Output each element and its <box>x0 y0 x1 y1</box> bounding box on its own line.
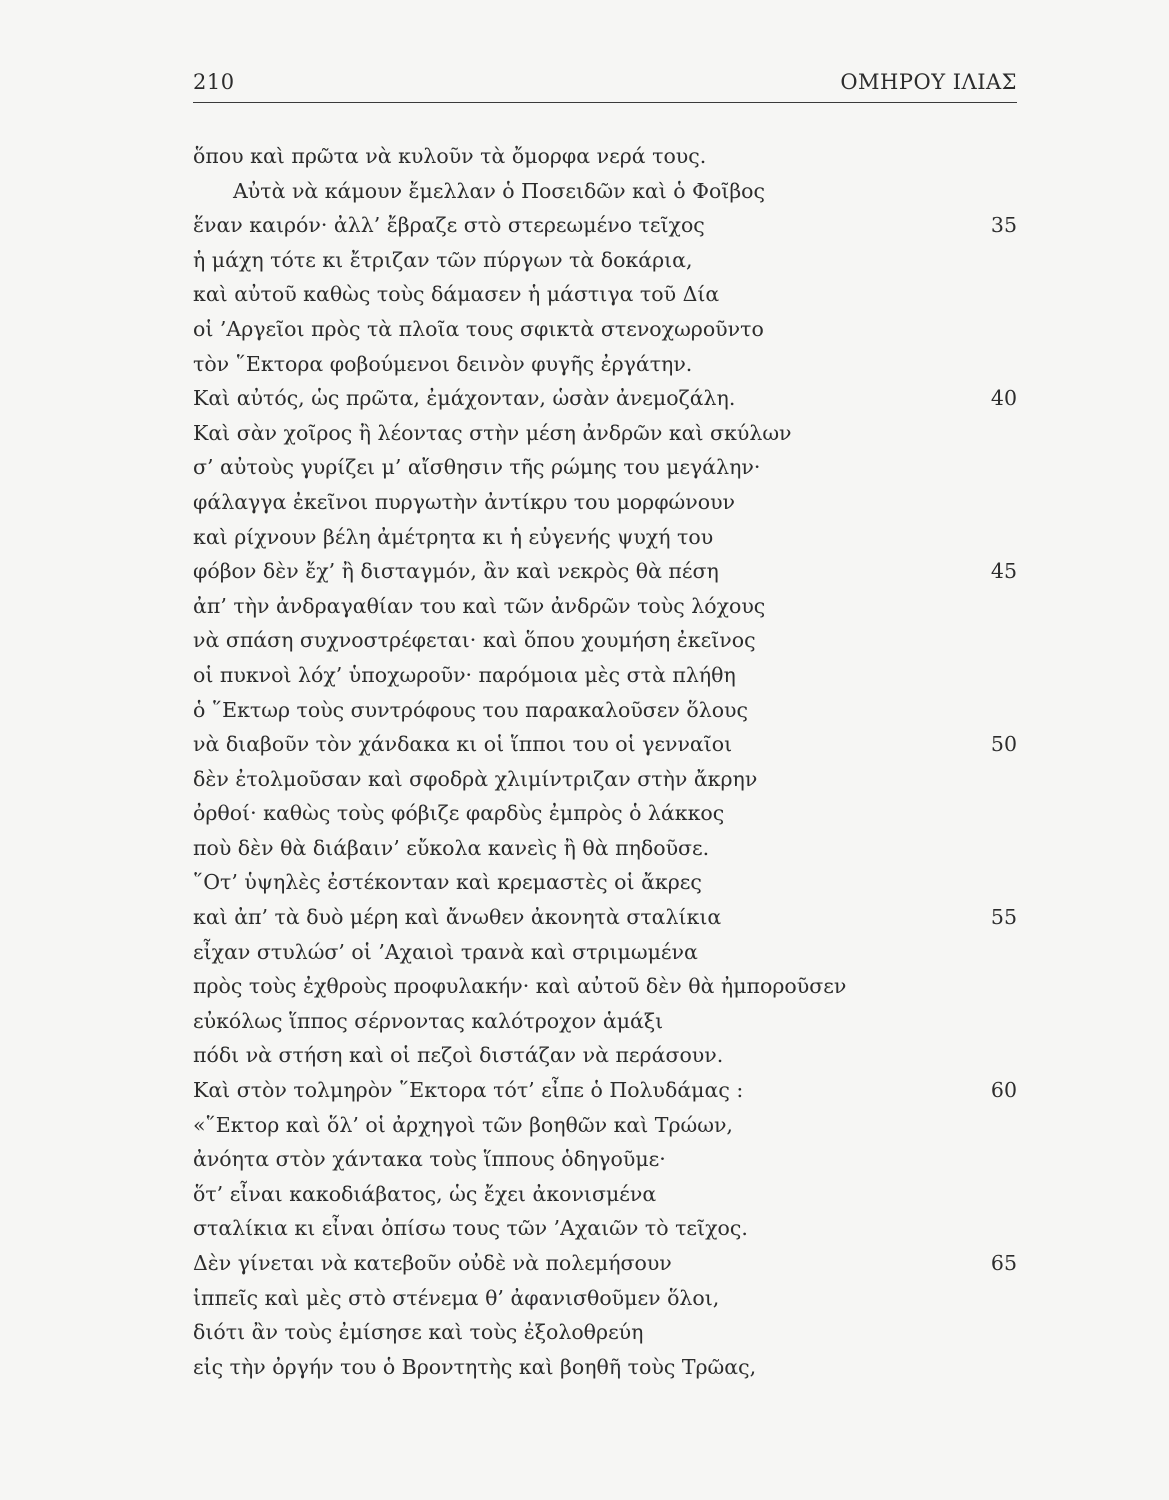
verse-text: ἡ μάχη τότε κι ἔτριζαν τῶν πύργων τὰ δοκάρια, <box>193 247 693 272</box>
verse-text: καὶ αὐτοῦ καθὼς τοὺς δάμασεν ἡ μάστιγα τοῦ Δία <box>193 282 720 307</box>
verse-text: δὲν ἐτολμοῦσαν καὶ σφοδρὰ χλιμίντριζαν στὴν ἄκρην <box>193 766 758 791</box>
verse-text: τὸν ῞Εκτορα φοβούμενοι δεινὸν φυγῆς ἐργάτην. <box>193 351 693 376</box>
verse-text: σ’ αὐτοὺς γυρίζει μ’ αἴσθησιν τῆς ρώμης του μεγάλην· <box>193 455 761 480</box>
verse-text: φόβον δὲν ἔχ’ ἢ δισταγμόν, ἂν καὶ νεκρὸς θὰ πέση <box>193 559 719 584</box>
verse-text: Καὶ αὐτός, ὡς πρῶτα, ἐμάχονταν, ὡσὰν ἀνεμοζάλη. <box>193 386 736 411</box>
verse-line <box>193 969 1017 1004</box>
verse-line <box>193 762 1017 797</box>
verse-line <box>193 1211 1017 1246</box>
verse-text: Καὶ στὸν τολμηρὸν ῞Εκτορα τότ’ εἶπε ὁ Πολυδάμας : <box>193 1078 744 1103</box>
verse-text: καὶ ρίχνουν βέλη ἀμέτρητα κι ἡ εὐγενής ψυχή του <box>193 524 714 549</box>
verse-text: ὅπου καὶ πρῶτα νὰ κυλοῦν τὰ ὄμορφα νερά τους. <box>193 144 707 168</box>
line-number: 40 <box>990 386 1017 411</box>
verse-text: σταλίκια κι εἶναι ὀπίσω τους τῶν ’Αχαιῶν τὸ τεῖχος. <box>193 1216 748 1241</box>
verse-text: νὰ σπάση συχνοστρέφεται· καὶ ὅπου χουμήση ἐκεῖνος <box>193 628 756 653</box>
verse-text: νὰ διαβοῦν τὸν χάνδακα κι οἱ ἵπποι του οἱ γενναῖοι <box>193 732 733 757</box>
verse-text: ἀνόητα στὸν χάντακα τοὺς ἵππους ὁδηγοῦμε· <box>193 1147 666 1172</box>
verse-line <box>193 831 1017 866</box>
verse-text: εἰς τὴν ὀργήν του ὁ Βροντητὴς καὶ βοηθῆ τοὺς Τρῶας, <box>193 1354 757 1379</box>
verse-line <box>193 277 1017 312</box>
verse-line <box>193 1281 1017 1316</box>
verse-text: εἶχαν στυλώσ’ οἱ ’Αχαιοὶ τρανὰ καὶ στριμωμένα <box>193 939 698 964</box>
line-number: 55 <box>990 905 1017 930</box>
running-title: ΟΜΗΡΟΥ ΙΛΙΑΣ <box>840 70 1017 94</box>
verse-text: ἕναν καιρόν· ἀλλ’ ἔβραζε στὸ στερεωμένο τεῖχος <box>193 213 705 238</box>
verse-line <box>193 900 1017 935</box>
verse-text: ποὺ δὲν θὰ διάβαιν’ εὔκολα κανεὶς ἢ θὰ πηδοῦσε. <box>193 835 710 860</box>
verse-text: ὁ ῞Εκτωρ τοὺς συντρόφους του παρακαλοῦσεν ὅλους <box>193 697 749 722</box>
verse-line <box>193 208 1017 243</box>
verse-line <box>193 1350 1017 1385</box>
verse-line <box>193 1177 1017 1212</box>
verse-line <box>193 554 1017 589</box>
line-number: 60 <box>990 1078 1017 1103</box>
line-number: 35 <box>990 213 1017 238</box>
verse-line <box>193 381 1017 416</box>
verse-line <box>193 865 1017 900</box>
verse-text: διότι ἂν τοὺς ἐμίσησε καὶ τοὺς ἐξολοθρεύη <box>193 1320 644 1345</box>
verse-line <box>193 1073 1017 1108</box>
verse-line <box>193 485 1017 520</box>
verse-line <box>193 139 1017 174</box>
verse-line <box>193 520 1017 555</box>
verse-text: «῞Εκτορ καὶ ὅλ’ οἱ ἀρχηγοὶ τῶν βοηθῶν καὶ Τρώων, <box>193 1112 733 1137</box>
verse-text: ἀπ’ τὴν ἀνδραγαθίαν του καὶ τῶν ἀνδρῶν τοὺς λόχους <box>193 593 766 618</box>
verse-line <box>193 174 1017 209</box>
verse-line <box>193 347 1017 382</box>
verse-text: Καὶ σὰν χοῖρος ἢ λέοντας στὴν μέση ἀνδρῶν καὶ σκύλων <box>193 420 792 445</box>
verse-text: πόδι νὰ στήση καὶ οἱ πεζοὶ διστάζαν νὰ περάσουν. <box>193 1043 724 1068</box>
verse-line <box>193 796 1017 831</box>
verse-line <box>193 1038 1017 1073</box>
verse-line <box>193 416 1017 451</box>
verse-text: ὀρθοί· καθὼς τοὺς φόβιζε φαρδὺς ἐμπρὸς ὁ λάκκος <box>193 801 725 826</box>
verse-text: ὅτ’ εἶναι κακοδιάβατος, ὡς ἔχει ἀκονισμένα <box>193 1181 657 1206</box>
verse-line <box>193 693 1017 728</box>
verse-text: οἱ ’Αργεῖοι πρὸς τὰ πλοῖα τους σφικτὰ στενοχωροῦντο <box>193 316 764 341</box>
verse-text: εὐκόλως ἵππος σέρνοντας καλότροχον ἁμάξι <box>193 1008 664 1033</box>
verse-text: ἱππεῖς καὶ μὲς στὸ στένεμα θ’ ἀφανισθοῦμεν ὅλοι, <box>193 1285 720 1310</box>
verse-line <box>193 1315 1017 1350</box>
verse-text: καὶ ἀπ’ τὰ δυὸ μέρη καὶ ἄνωθεν ἀκονητὰ σταλίκια <box>193 905 722 930</box>
line-number: 50 <box>990 732 1017 757</box>
line-number: 65 <box>990 1251 1017 1275</box>
verse-text: οἱ πυκνοὶ λόχ’ ὑποχωροῦν· παρόμοια μὲς στὰ πλήθη <box>193 662 736 687</box>
verse-text: Δὲν γίνεται νὰ κατεβοῦν οὐδὲ νὰ πολεμήσουν <box>193 1251 672 1275</box>
verse-line <box>193 623 1017 658</box>
page-number: 210 <box>193 70 235 94</box>
verse-line <box>193 312 1017 347</box>
page-header <box>193 70 1017 100</box>
verse-line <box>193 727 1017 762</box>
verse-line <box>193 1004 1017 1039</box>
verse-block <box>193 139 1017 1384</box>
verse-text: φάλαγγα ἐκεῖνοι πυργωτὴν ἀντίκρυ του μορφώνουν <box>193 489 735 514</box>
verse-line <box>193 243 1017 278</box>
verse-line <box>193 589 1017 624</box>
verse-text: ῞Οτ’ ὑψηλὲς ἐστέκονταν καὶ κρεμαστὲς οἱ ἄκρες <box>193 870 702 895</box>
line-number: 45 <box>990 559 1017 584</box>
verse-line <box>193 1246 1017 1281</box>
verse-line <box>193 1108 1017 1143</box>
header-rule <box>193 102 1017 103</box>
verse-line <box>193 935 1017 970</box>
verse-line <box>193 450 1017 485</box>
verse-line <box>193 658 1017 693</box>
verse-text: πρὸς τοὺς ἐχθροὺς προφυλακήν· καὶ αὐτοῦ δὲν θὰ ἠμποροῦσεν <box>193 974 847 999</box>
verse-line <box>193 1142 1017 1177</box>
verse-text: Αὐτὰ νὰ κάμουν ἔμελλαν ὁ Ποσειδῶν καὶ ὁ Φοῖβος <box>233 178 765 203</box>
